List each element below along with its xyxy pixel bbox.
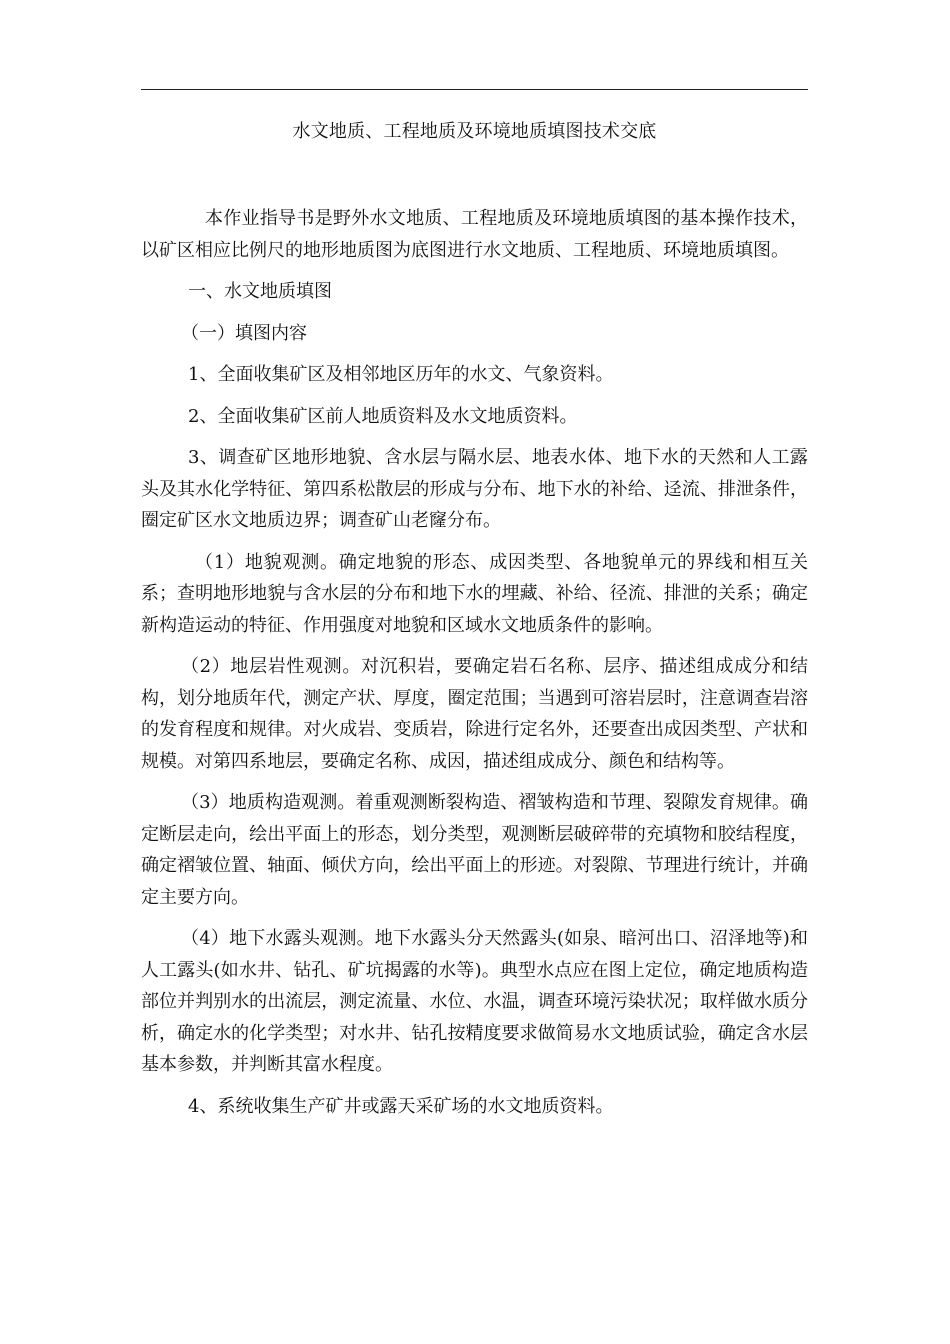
section-heading: 一、水文地质填图 <box>188 281 332 302</box>
sub-item: （1）地貌观测。确定地貌的形态、成因类型、各地貌单元的界线和相互关系；查明地形地貌与含水层的分布和地下水的埋藏、补给、径流、排泄的关系；确定新构造运动的特征、作用强度对地貌和区域水文地质条件的影响。 <box>141 551 808 636</box>
document-title: 水文地质、工程地质及环境地质填图技术交底 <box>292 121 657 142</box>
sub-item: （3）地质构造观测。着重观测断裂构造、褶皱构造和节理、裂隙发育规律。确定断层走向，绘出平面上的形态，划分类型，观测断层破碎带的充填物和胶结程度，确定褶皱位置、轴面、倾伏方向，绘出平面上的形迹。对裂隙、节理进行统计，并确定主要方向。 <box>141 792 808 908</box>
document-body <box>141 203 808 1122</box>
intro-paragraph: 本作业指导书是野外水文地质、工程地质及环境地质填图的基本操作技术，以矿区相应比例尺的地形地质图为底图进行水文地质、工程地质、环境地质填图。 <box>141 208 808 261</box>
sub-item: （4）地下水露头观测。地下水露头分天然露头(如泉、暗河出口、沼泽地等)和人工露头(如水井、钻孔、矿坑揭露的水等)。典型水点应在图上定位，确定地质构造部位并判别水的出流层，测定流量、水位、水温，调查环境污染状况；取样做水质分析，确定水的化学类型；对水井、钻孔按精度要求做简易水文地质试验，确定含水层基本参数，并判断其富水程度。 <box>141 928 808 1075</box>
subsection-heading: （一）填图内容 <box>181 322 307 344</box>
list-item: 3、调查矿区地形地貌、含水层与隔水层、地表水体、地下水的天然和人工露头及其水化学特征、第四系松散层的形成与分布、地下水的补给、迳流、排泄条件，圈定矿区水文地质边界；调查矿山老窿分布。 <box>141 447 808 531</box>
list-item: 2、全面收集矿区前人地质资料及水文地质资料。 <box>188 405 578 427</box>
header-rule <box>141 89 808 90</box>
list-item: 4、系统收集生产矿井或露天采矿场的水文地质资料。 <box>188 1095 614 1117</box>
sub-item: （2）地层岩性观测。对沉积岩，要确定岩石名称、层序、描述组成成分和结构，划分地质年代，测定产状、厚度，圈定范围；当遇到可溶岩层时，注意调查岩溶的发育程度和规律。对火成岩、变质岩，除进行定名外，还要查出成因类型、产状和规模。对第四系地层，要确定名称、成因，描述组成成分、颜色和结构等。 <box>141 656 808 772</box>
list-item: 1、全面收集矿区及相邻地区历年的水文、气象资料。 <box>188 364 614 385</box>
